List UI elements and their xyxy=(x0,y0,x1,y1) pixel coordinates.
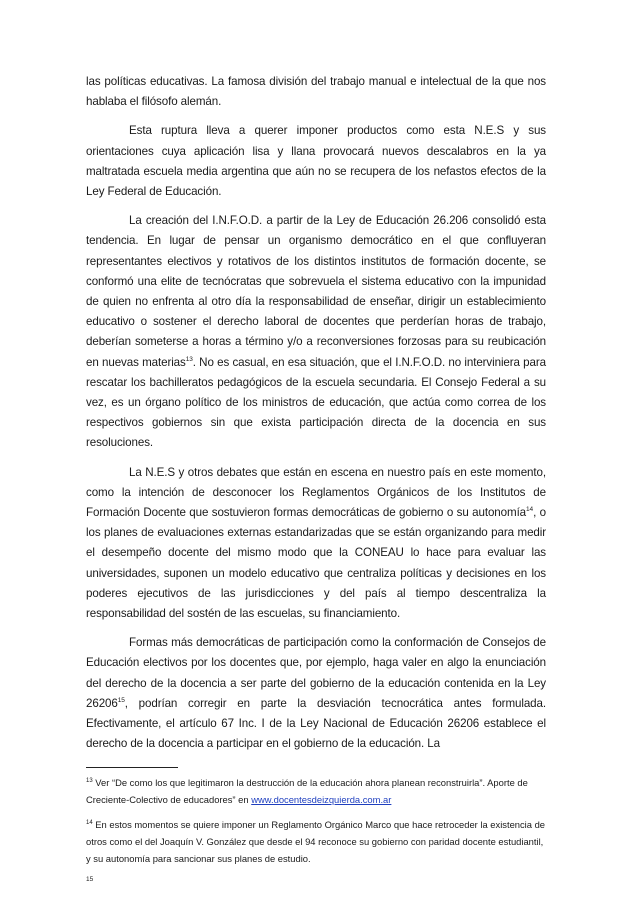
paragraph-4: La N.E.S y otros debates que están en escena en nuestro país en este momento, como la intención de desconocer los Reglamentos Orgánicos de los Institutos de Formación Docente que sostuvieron formas democráticas de gobierno o su autonomía$^{14}$, o los planes de evaluaciones externas estandarizadas que se están organizando para medir el desempeño docente del mismo modo que la CONEAU lo hace para evaluar las universidades, suponen un modelo educativo que centraliza políticas y decisiones en los poderes ejecutivos de las jurisdicciones y del país al tiempo descentraliza la responsabilidad del sostén de las escuelas, su financiamiento. xyxy=(86,465,547,621)
footnote-14: $^{14}$ En estos momentos se quiere imponer un Reglamento Orgánico Marco que hace retroceder la existencia de otros como el del Joaquín V. González que desde el 94 reconoce su gobierno con paridad docente estudiantil, y su autonomía para sancionar sus planes de estudio. xyxy=(86,818,546,864)
paragraph-3: La creación del I.N.F.O.D. a partir de la Ley de Educación 26.206 consolidó esta tendencia. En lugar de pensar un organismo democrático en el que confluyeran representantes electivos y rotativos de los distintos institutos de formación docente, se conformó una elite de tecnócratas que sobrevuela el sistema educativo con la impunidad de quien no enfrenta al otro día la responsabilidad de enseñar, dirigir un establecimiento educativo o sostener el derecho laboral de docentes que perderían horas de trabajo, deberían someterse a horas a término y/o a reconversiones forzosas para su reubicación en nuevas materias$^{13}$. No es casual, en esa situación, que el I.N.F.O.D. no interviniera para rescatar los bachilleratos pedagógicos de la escuela secundaria. El Consejo Federal a su vez, es un órgano político de los ministros de educación, que actúa como correa de los respectivos gobiernos sin que exista participación directa de la docencia en sus resoluciones. xyxy=(86,214,546,450)
paragraph-5: Formas más democráticas de participación como la conformación de Consejos de Educación electivos por los docentes que, por ejemplo, haga valer en algo la enunciación del derecho de la docencia a ser parte del gobierno de la educación contenida en la Ley 26206$^{15}$, podrían corregir en parte la desviación tecnocrática antes formulada. Efectivamente, el artículo 67 Inc. I de la Ley Nacional de Educación 26206 establece el derecho de la docencia a participar en el gobierno de la educación. La xyxy=(86,636,546,751)
footnote-15-marker: 15 xyxy=(86,875,94,883)
paragraph-2: Esta ruptura lleva a querer imponer productos como esta N.E.S y sus orientaciones cuya aplicación lisa y llana provocará nuevos descalabros en la ya maltratada escuela media argentina que aún no se recupera de los nefastos efectos de la Ley Federal de Educación. xyxy=(86,124,546,199)
footnote-link[interactable]: www.docentesdeizquierda.com.ar xyxy=(251,793,392,805)
paragraph-1: las políticas educativas. La famosa división del trabajo manual e intelectual de la que nos hablaba el filósofo alemán. xyxy=(86,75,546,109)
footnote-ref-15[interactable]: 15 xyxy=(117,697,125,705)
document-page xyxy=(86,72,546,885)
footnote-ref-13[interactable]: 13 xyxy=(185,355,193,363)
footnote-separator xyxy=(86,767,178,768)
footnote-ref-14[interactable]: 14 xyxy=(526,506,534,514)
footnote-13: $^{13}$ Ver “De como los que legitimaron la destrucción de la educación ahora planean reconstruirla”. Aporte de Creciente-Colectivo de educadores” en www.docentesdeizquierda.com.ar xyxy=(86,776,528,805)
